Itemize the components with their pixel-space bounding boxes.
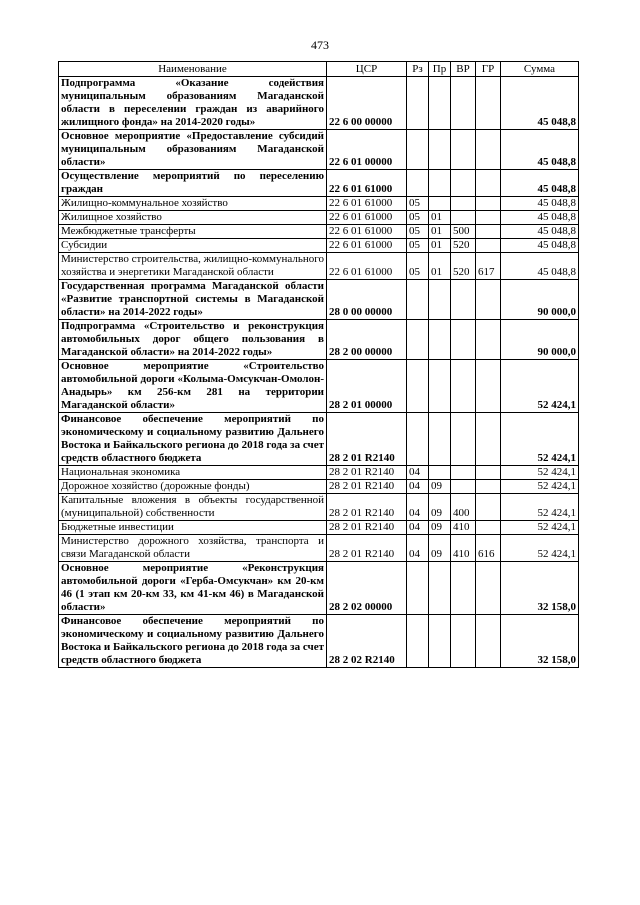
cell-name: Финансовое обеспечение мероприятий по экономическому и социальному развитию Дальнего Востока и Байкальского региона до 2018 года за счет средств областного бюджета	[59, 413, 327, 466]
table-row	[59, 225, 579, 239]
cell-sum: 52 424,1	[501, 494, 579, 521]
cell-sum: 45 048,8	[501, 130, 579, 170]
cell-rz: 05	[407, 197, 429, 211]
cell-name: Жилищное хозяйство	[59, 211, 327, 225]
cell-sum: 45 048,8	[501, 170, 579, 197]
cell-sum: 32 158,0	[501, 615, 579, 668]
cell-csr: 22 6 01 61000	[327, 225, 407, 239]
cell-gr	[476, 466, 501, 480]
cell-vr	[451, 280, 476, 320]
table-row	[59, 413, 579, 466]
table-row	[59, 197, 579, 211]
cell-pr	[429, 320, 451, 360]
cell-name: Финансовое обеспечение мероприятий по экономическому и социальному развитию Дальнего Востока и Байкальского региона до 2018 года за счет средств областного бюджета	[59, 615, 327, 668]
cell-gr	[476, 494, 501, 521]
cell-rz	[407, 130, 429, 170]
cell-sum: 45 048,8	[501, 77, 579, 130]
cell-csr: 28 2 01 R2140	[327, 480, 407, 494]
cell-rz: 04	[407, 480, 429, 494]
cell-gr: 616	[476, 535, 501, 562]
cell-csr: 22 6 00 00000	[327, 77, 407, 130]
cell-gr: 617	[476, 253, 501, 280]
header-gr: ГР	[476, 62, 501, 77]
table-row	[59, 494, 579, 521]
cell-rz: 05	[407, 211, 429, 225]
cell-csr: 28 2 02 R2140	[327, 615, 407, 668]
cell-name: Бюджетные инвестиции	[59, 521, 327, 535]
cell-sum: 52 424,1	[501, 480, 579, 494]
cell-vr	[451, 360, 476, 413]
cell-rz	[407, 562, 429, 615]
cell-vr: 520	[451, 239, 476, 253]
cell-gr	[476, 413, 501, 466]
cell-rz: 04	[407, 535, 429, 562]
cell-name: Основное мероприятие «Строительство автомобильной дороги «Колыма-Омсукчан-Омолон-Анадырь» км 256-км 281 на территории Магаданской области»	[59, 360, 327, 413]
cell-pr: 09	[429, 521, 451, 535]
table-row	[59, 466, 579, 480]
cell-csr: 28 0 00 00000	[327, 280, 407, 320]
cell-sum: 52 424,1	[501, 521, 579, 535]
cell-pr: 01	[429, 239, 451, 253]
cell-rz	[407, 170, 429, 197]
cell-csr: 28 2 01 R2140	[327, 535, 407, 562]
cell-rz: 05	[407, 253, 429, 280]
cell-name: Подпрограмма «Оказание содействия муниципальным образованиям Магаданской области в переселении граждан из аварийного жилищного фонда» на 2014-2020 годы»	[59, 77, 327, 130]
cell-name: Министерство дорожного хозяйства, транспорта и связи Магаданской области	[59, 535, 327, 562]
cell-sum: 45 048,8	[501, 211, 579, 225]
cell-vr	[451, 170, 476, 197]
cell-rz: 05	[407, 225, 429, 239]
table-row	[59, 77, 579, 130]
cell-name: Капитальные вложения в объекты государственной (муниципальной) собственности	[59, 494, 327, 521]
cell-pr: 09	[429, 480, 451, 494]
cell-sum: 45 048,8	[501, 197, 579, 211]
cell-sum: 52 424,1	[501, 360, 579, 413]
table-row	[59, 211, 579, 225]
cell-pr	[429, 360, 451, 413]
table-row	[59, 480, 579, 494]
cell-csr: 22 6 01 61000	[327, 239, 407, 253]
header-name: Наименование	[59, 62, 327, 77]
cell-sum: 52 424,1	[501, 466, 579, 480]
table-header-row	[59, 62, 579, 77]
cell-vr: 410	[451, 535, 476, 562]
cell-gr	[476, 521, 501, 535]
cell-pr: 09	[429, 494, 451, 521]
cell-gr	[476, 170, 501, 197]
cell-vr: 400	[451, 494, 476, 521]
cell-sum: 45 048,8	[501, 225, 579, 239]
table-row	[59, 360, 579, 413]
cell-csr: 28 2 00 00000	[327, 320, 407, 360]
cell-vr	[451, 77, 476, 130]
table-row	[59, 130, 579, 170]
table-row	[59, 280, 579, 320]
table-row	[59, 535, 579, 562]
cell-gr	[476, 197, 501, 211]
cell-vr	[451, 466, 476, 480]
cell-vr: 410	[451, 521, 476, 535]
cell-name: Дорожное хозяйство (дорожные фонды)	[59, 480, 327, 494]
cell-vr	[451, 130, 476, 170]
table-body	[59, 77, 579, 668]
cell-name: Основное мероприятие «Реконструкция автомобильной дороги «Герба-Омсукчан» км 20-км 46 (1 этап км 20-км 33, км 41-км 46) в Магаданской области»	[59, 562, 327, 615]
cell-pr	[429, 615, 451, 668]
table-row	[59, 320, 579, 360]
cell-csr: 22 6 01 61000	[327, 211, 407, 225]
cell-vr: 520	[451, 253, 476, 280]
cell-gr	[476, 562, 501, 615]
cell-pr	[429, 466, 451, 480]
cell-csr: 22 6 01 00000	[327, 130, 407, 170]
cell-vr	[451, 197, 476, 211]
cell-rz	[407, 320, 429, 360]
cell-gr	[476, 211, 501, 225]
cell-rz	[407, 77, 429, 130]
cell-pr	[429, 562, 451, 615]
cell-vr	[451, 320, 476, 360]
cell-pr: 01	[429, 253, 451, 280]
cell-gr	[476, 615, 501, 668]
cell-csr: 28 2 02 00000	[327, 562, 407, 615]
cell-pr	[429, 170, 451, 197]
cell-sum: 90 000,0	[501, 320, 579, 360]
cell-name: Осуществление мероприятий по переселению граждан	[59, 170, 327, 197]
cell-vr	[451, 615, 476, 668]
cell-rz: 04	[407, 521, 429, 535]
cell-vr	[451, 480, 476, 494]
cell-sum: 32 158,0	[501, 562, 579, 615]
cell-gr	[476, 280, 501, 320]
cell-sum: 52 424,1	[501, 413, 579, 466]
cell-csr: 22 6 01 61000	[327, 253, 407, 280]
cell-csr: 22 6 01 61000	[327, 170, 407, 197]
budget-table	[58, 61, 579, 668]
table-row	[59, 521, 579, 535]
cell-name: Жилищно-коммунальное хозяйство	[59, 197, 327, 211]
header-vr: ВР	[451, 62, 476, 77]
cell-rz	[407, 280, 429, 320]
cell-csr: 28 2 01 R2140	[327, 494, 407, 521]
cell-rz: 04	[407, 494, 429, 521]
cell-pr	[429, 130, 451, 170]
cell-name: Государственная программа Магаданской области «Развитие транспортной системы в Магаданской области» на 2014-2022 годы»	[59, 280, 327, 320]
cell-csr: 22 6 01 61000	[327, 197, 407, 211]
cell-csr: 28 2 01 00000	[327, 360, 407, 413]
cell-vr	[451, 562, 476, 615]
table-row	[59, 253, 579, 280]
cell-name: Подпрограмма «Строительство и реконструкция автомобильных дорог общего пользования в Магаданской области» на 2014-2022 годы»	[59, 320, 327, 360]
cell-csr: 28 2 01 R2140	[327, 521, 407, 535]
cell-pr	[429, 280, 451, 320]
cell-vr	[451, 413, 476, 466]
cell-gr	[476, 239, 501, 253]
cell-vr: 500	[451, 225, 476, 239]
cell-gr	[476, 360, 501, 413]
cell-pr: 01	[429, 225, 451, 239]
cell-pr	[429, 413, 451, 466]
cell-name: Национальная экономика	[59, 466, 327, 480]
table-row	[59, 170, 579, 197]
cell-pr	[429, 197, 451, 211]
header-pr: Пр	[429, 62, 451, 77]
cell-name: Субсидии	[59, 239, 327, 253]
cell-rz	[407, 413, 429, 466]
cell-sum: 45 048,8	[501, 239, 579, 253]
cell-csr: 28 2 01 R2140	[327, 466, 407, 480]
cell-gr	[476, 320, 501, 360]
cell-pr: 09	[429, 535, 451, 562]
cell-name: Основное мероприятие «Предоставление субсидий муниципальным образованиям Магаданской области»	[59, 130, 327, 170]
cell-rz: 04	[407, 466, 429, 480]
page-number: 473	[311, 38, 329, 52]
cell-gr	[476, 480, 501, 494]
header-rz: Рз	[407, 62, 429, 77]
cell-sum: 45 048,8	[501, 253, 579, 280]
cell-pr: 01	[429, 211, 451, 225]
header-csr: ЦСР	[327, 62, 407, 77]
cell-name: Межбюджетные трансферты	[59, 225, 327, 239]
cell-rz: 05	[407, 239, 429, 253]
cell-gr	[476, 130, 501, 170]
cell-sum: 90 000,0	[501, 280, 579, 320]
cell-name: Министерство строительства, жилищно-коммунального хозяйства и энергетики Магаданской области	[59, 253, 327, 280]
header-sum: Сумма	[501, 62, 579, 77]
cell-rz	[407, 615, 429, 668]
cell-pr	[429, 77, 451, 130]
cell-sum: 52 424,1	[501, 535, 579, 562]
cell-rz	[407, 360, 429, 413]
cell-vr	[451, 211, 476, 225]
cell-gr	[476, 225, 501, 239]
table-row	[59, 562, 579, 615]
table-row	[59, 239, 579, 253]
cell-csr: 28 2 01 R2140	[327, 413, 407, 466]
cell-gr	[476, 77, 501, 130]
table-row	[59, 615, 579, 668]
